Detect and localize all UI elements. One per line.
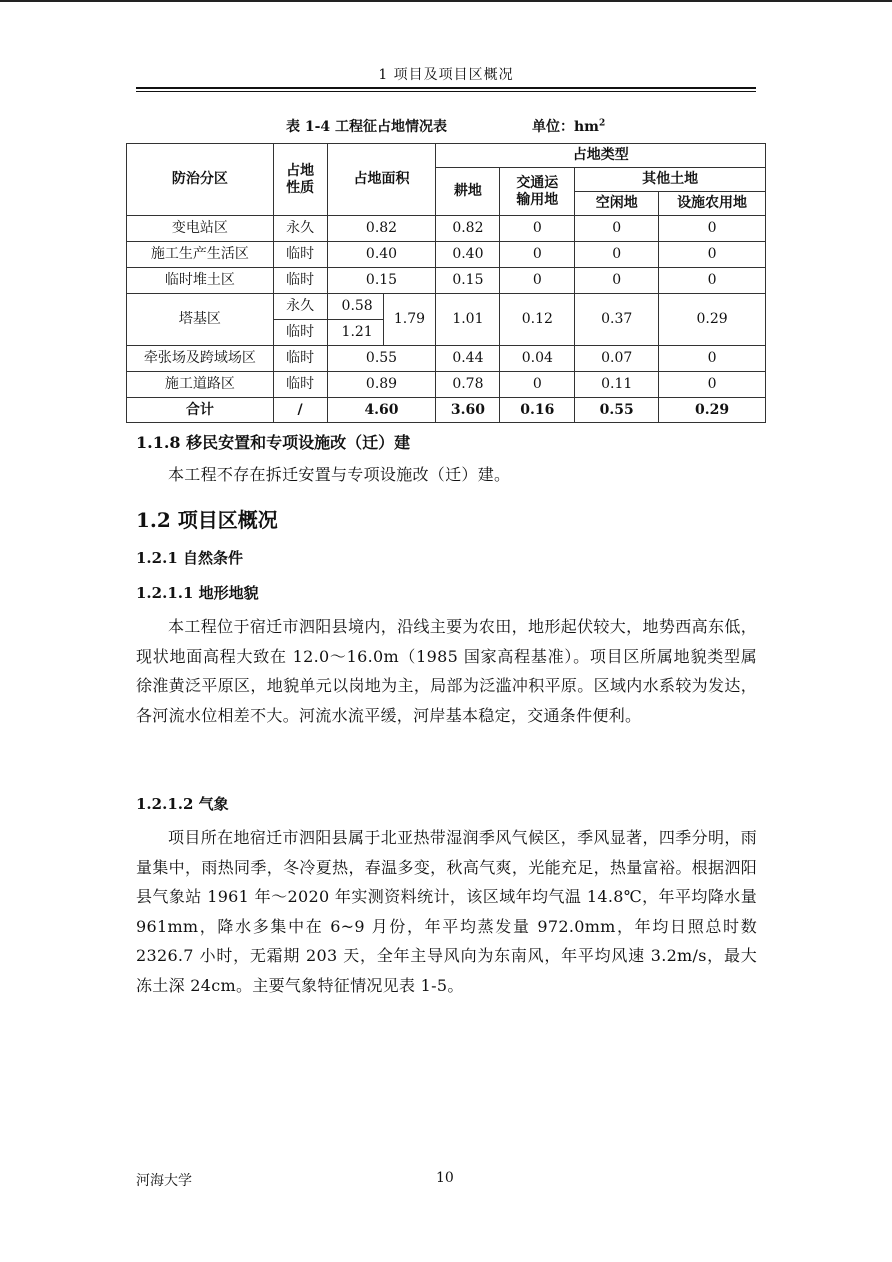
cell-farmland: 1.01 bbox=[436, 294, 500, 346]
footer-institution: 河海大学 bbox=[136, 1173, 192, 1189]
cell-area: 0.55 bbox=[327, 346, 436, 372]
cell-area: 0.89 bbox=[327, 372, 436, 398]
section-heading-1-2-1-2: 1.2.1.2 气象 bbox=[136, 795, 229, 813]
header-other-land: 其他土地 bbox=[575, 168, 766, 192]
cell-farmland: 0.44 bbox=[436, 346, 500, 372]
header-facility: 设施农用地 bbox=[659, 192, 766, 216]
header-farmland: 耕地 bbox=[436, 168, 500, 216]
section-heading-1-2-1: 1.2.1 自然条件 bbox=[136, 549, 243, 567]
cell-farmland: 0.15 bbox=[436, 268, 500, 294]
cell-transport: 0 bbox=[500, 216, 575, 242]
running-header: 1 项目及项目区概况 bbox=[378, 67, 514, 83]
cell-nature: 永久 bbox=[273, 294, 327, 320]
cell-nature: 临时 bbox=[273, 320, 327, 346]
cell-facility: 0.29 bbox=[659, 398, 766, 423]
table-row-tower bbox=[127, 294, 766, 320]
header-zone: 防治分区 bbox=[127, 144, 274, 216]
cell-idle: 0 bbox=[575, 216, 659, 242]
cell-area: 0.40 bbox=[327, 242, 436, 268]
cell-area-sub: 1.21 bbox=[327, 320, 383, 346]
header-rule-thin bbox=[136, 91, 756, 92]
cell-area: 0.82 bbox=[327, 216, 436, 242]
page-number: 10 bbox=[436, 1170, 454, 1186]
cell-transport: 0.16 bbox=[500, 398, 575, 423]
cell-facility: 0 bbox=[659, 268, 766, 294]
top-border bbox=[0, 0, 892, 2]
section-heading-1-2-1-1: 1.2.1.1 地形地貌 bbox=[136, 584, 259, 602]
cell-idle: 0 bbox=[575, 242, 659, 268]
cell-transport: 0 bbox=[500, 242, 575, 268]
cell-transport: 0.04 bbox=[500, 346, 575, 372]
paragraph-climate: 项目所在地宿迁市泗阳县属于北亚热带湿润季风气候区，季风显著，四季分明，雨量集中，雨热同季，冬冷夏热，春温多变，秋高气爽，光能充足，热量富裕。根据泗阳县气象站 1961 年～2020 年实测资料统计，该区域年均气温 14.8℃，年平均降水量 961mm，降水多集中在 6~9 月份，年平均蒸发量 972.0mm，年均日照总时数 2326.7 小时，无霜期 203 天，全年主导风向为东南风，年平均风速 3.2m/s，最大冻土深 24cm。主要气象特征情况见表 1-5。 bbox=[136, 828, 757, 995]
cell-farmland: 0.40 bbox=[436, 242, 500, 268]
cell-nature: / bbox=[273, 398, 327, 423]
cell-nature: 临时 bbox=[273, 268, 327, 294]
section-heading-1-2: 1.2 项目区概况 bbox=[136, 508, 278, 532]
cell-zone: 施工道路区 bbox=[127, 372, 274, 398]
header-rule bbox=[136, 87, 756, 89]
table-row bbox=[127, 216, 766, 242]
cell-transport: 0 bbox=[500, 372, 575, 398]
header-area: 占地面积 bbox=[327, 144, 436, 216]
paragraph-resettlement: 本工程不存在拆迁安置与专项设施改（迁）建。 bbox=[168, 465, 511, 484]
cell-nature: 临时 bbox=[273, 242, 327, 268]
header-land-type: 占地类型 bbox=[436, 144, 766, 168]
table-row bbox=[127, 242, 766, 268]
cell-idle: 0.37 bbox=[575, 294, 659, 346]
cell-idle: 0.07 bbox=[575, 346, 659, 372]
cell-nature: 永久 bbox=[273, 216, 327, 242]
header-transport: 交通运 输用地 bbox=[500, 168, 575, 216]
cell-facility: 0 bbox=[659, 216, 766, 242]
cell-zone: 变电站区 bbox=[127, 216, 274, 242]
cell-transport: 0 bbox=[500, 268, 575, 294]
paragraph-topography: 本工程位于宿迁市泗阳县境内，沿线主要为农田，地形起伏较大，地势西高东低，现状地面高程大致在 12.0～16.0m（1985 国家高程基准）。项目区所属地貌类型属徐淮黄泛平原区，地貌单元以岗地为主，局部为泛滥冲积平原。区域内水系较为发达，各河流水位相差不大。河流水流平缓，河岸基本稳定，交通条件便利。 bbox=[136, 617, 757, 725]
header-nature: 占地 性质 bbox=[273, 144, 327, 216]
cell-farmland: 0.78 bbox=[436, 372, 500, 398]
table-row bbox=[127, 268, 766, 294]
cell-idle: 0 bbox=[575, 268, 659, 294]
cell-area-total: 1.79 bbox=[383, 294, 436, 346]
table-total-row bbox=[127, 398, 766, 423]
cell-facility: 0 bbox=[659, 346, 766, 372]
table-caption-title: 表 1-4 工程征占地情况表 bbox=[286, 119, 448, 135]
header-idle: 空闲地 bbox=[575, 192, 659, 216]
cell-farmland: 0.82 bbox=[436, 216, 500, 242]
cell-zone: 合计 bbox=[127, 398, 274, 423]
section-heading-1-1-8: 1.1.8 移民安置和专项设施改（迁）建 bbox=[136, 433, 411, 452]
cell-transport: 0.12 bbox=[500, 294, 575, 346]
cell-zone: 牵张场及跨域场区 bbox=[127, 346, 274, 372]
cell-nature: 临时 bbox=[273, 372, 327, 398]
cell-facility: 0.29 bbox=[659, 294, 766, 346]
cell-area: 4.60 bbox=[327, 398, 436, 423]
cell-zone: 塔基区 bbox=[127, 294, 274, 346]
table-caption-unit: 单位：$hm^2$ bbox=[532, 118, 606, 135]
table-row bbox=[127, 346, 766, 372]
land-occupation-table bbox=[126, 143, 766, 423]
cell-facility: 0 bbox=[659, 372, 766, 398]
cell-farmland: 3.60 bbox=[436, 398, 500, 423]
cell-nature: 临时 bbox=[273, 346, 327, 372]
table-row bbox=[127, 372, 766, 398]
cell-area: 0.15 bbox=[327, 268, 436, 294]
cell-idle: 0.11 bbox=[575, 372, 659, 398]
table-header-row bbox=[127, 144, 766, 168]
cell-zone: 临时堆土区 bbox=[127, 268, 274, 294]
cell-facility: 0 bbox=[659, 242, 766, 268]
cell-area-sub: 0.58 bbox=[327, 294, 383, 320]
cell-zone: 施工生产生活区 bbox=[127, 242, 274, 268]
cell-idle: 0.55 bbox=[575, 398, 659, 423]
